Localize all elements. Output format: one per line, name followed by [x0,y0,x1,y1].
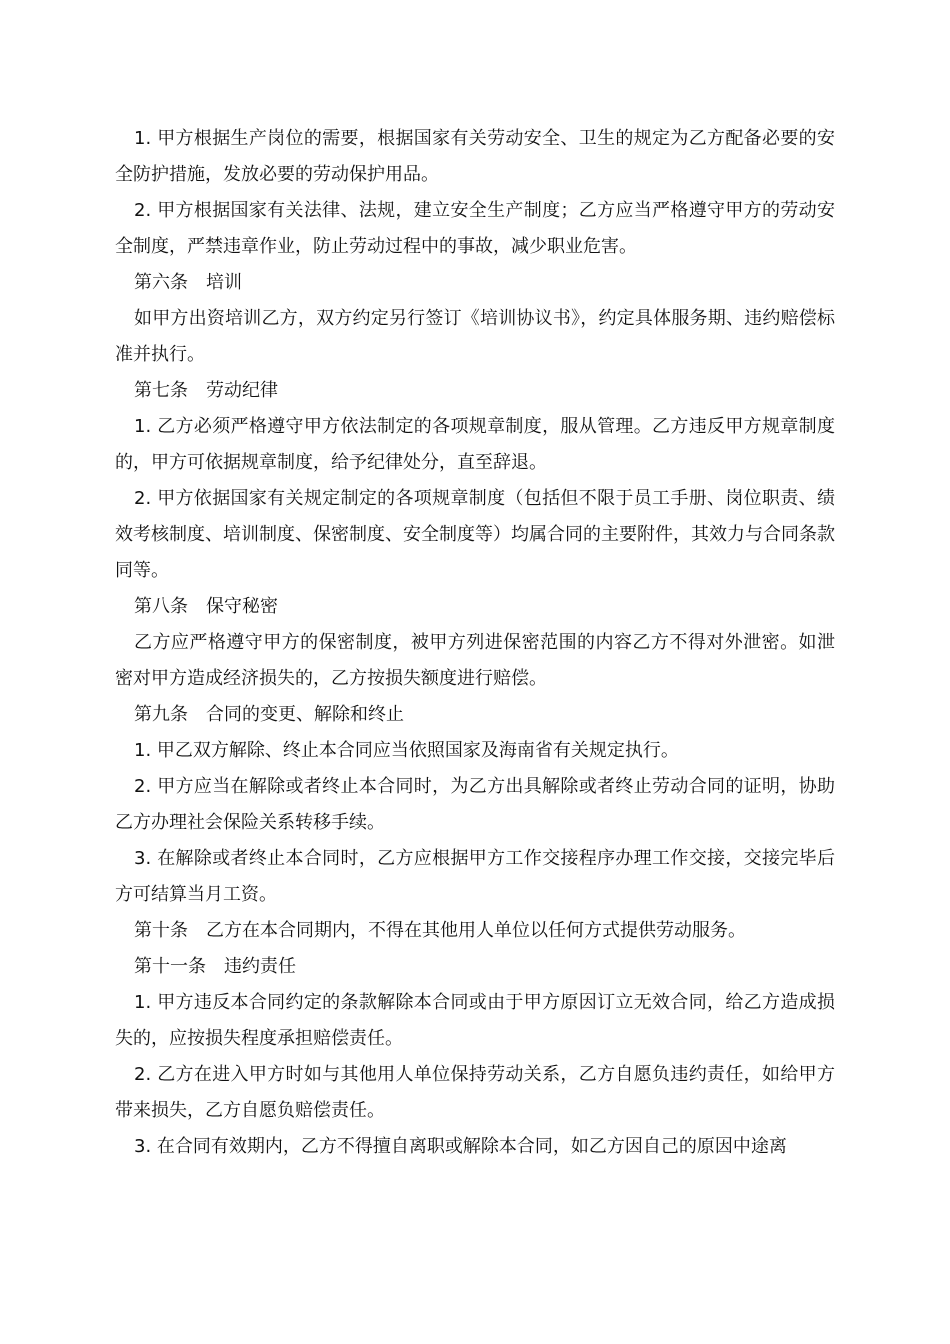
liability-clause-3: 3. 在合同有效期内，乙方不得擅自离职或解除本合同，如乙方因自己的原因中途离 [134,1136,787,1157]
clause-1-paragraph: 1. 甲方根据生产岗位的需要，根据国家有关劳动安全、卫生的规定为乙方配备必要的安全防护措施，发放必要的劳动保护用品。 [115,128,835,185]
discipline-clause-2: 2. 甲方依据国家有关规定制定的各项规章制度（包括但不限于员工手册、岗位职责、绩效考核制度、培训制度、保密制度、安全制度等）均属合同的主要附件，其效力与合同条款同等。 [115,488,835,581]
article-8-heading: 第八条 保守秘密 [134,596,278,617]
discipline-clause-1: 1. 乙方必须严格遵守甲方依法制定的各项规章制度，服从管理。乙方违反甲方规章制度的，甲方可依据规章制度，给予纪律处分，直至辞退。 [115,416,835,473]
clause-2-paragraph: 2. 甲方根据国家有关法律、法规，建立安全生产制度；乙方应当严格遵守甲方的劳动安全制度，严禁违章作业，防止劳动过程中的事故，减少职业危害。 [115,200,835,257]
article-7-heading: 第七条 劳动纪律 [134,380,278,401]
termination-clause-3: 3. 在解除或者终止本合同时，乙方应根据甲方工作交接程序办理工作交接，交接完毕后方可结算当月工资。 [115,848,835,905]
article-10-paragraph: 第十条 乙方在本合同期内，不得在其他用人单位以任何方式提供劳动服务。 [134,920,746,941]
termination-clause-2: 2. 甲方应当在解除或者终止本合同时，为乙方出具解除或者终止劳动合同的证明，协助乙方办理社会保险关系转移手续。 [115,776,835,833]
confidentiality-paragraph: 乙方应严格遵守甲方的保密制度，被甲方列进保密范围的内容乙方不得对外泄密。如泄密对甲方造成经济损失的，乙方按损失额度进行赔偿。 [115,632,835,689]
article-6-heading: 第六条 培训 [134,272,242,293]
liability-clause-2: 2. 乙方在进入甲方时如与其他用人单位保持劳动关系，乙方自愿负违约责任，如给甲方带来损失，乙方自愿负赔偿责任。 [115,1064,835,1121]
liability-clause-1: 1. 甲方违反本合同约定的条款解除本合同或由于甲方原因订立无效合同，给乙方造成损失的，应按损失程度承担赔偿责任。 [115,992,835,1049]
document-body [115,121,835,1165]
training-paragraph: 如甲方出资培训乙方，双方约定另行签订《培训协议书》，约定具体服务期、违约赔偿标准并执行。 [115,308,835,365]
termination-clause-1: 1. 甲乙双方解除、终止本合同应当依照国家及海南省有关规定执行。 [134,740,679,761]
article-11-heading: 第十一条 违约责任 [134,956,296,977]
article-9-heading: 第九条 合同的变更、解除和终止 [134,704,404,725]
